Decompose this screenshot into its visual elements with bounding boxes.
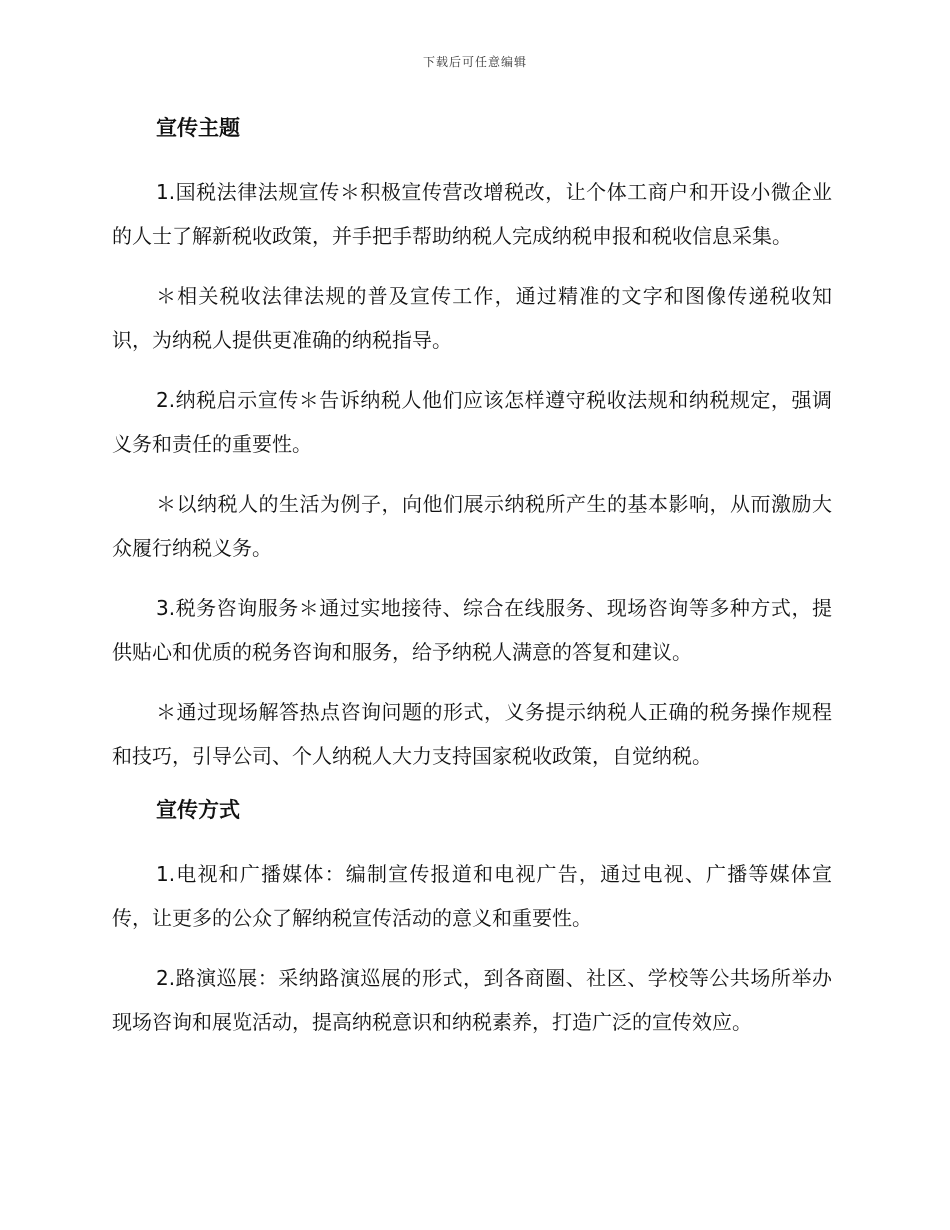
paragraph: 1.电视和广播媒体：编制宣传报道和电视广告，通过电视、广播等媒体宣传，让更多的公众了解纳税宣传活动的意义和重要性。: [112, 862, 832, 930]
document-body: [112, 112, 832, 1060]
paragraph: 2.路演巡展：采纳路演巡展的形式，到各商圈、社区、学校等公共场所举办现场咨询和展览活动，提高纳税意识和纳税素养，打造广泛的宣传效应。: [112, 966, 832, 1034]
section-methods: [112, 794, 832, 1044]
paragraph: 3.税务咨询服务＊通过实地接待、综合在线服务、现场咨询等多种方式，提供贴心和优质的税务咨询和服务，给予纳税人满意的答复和建议。: [112, 596, 832, 664]
paragraph: ＊以纳税人的生活为例子，向他们展示纳税所产生的基本影响，从而激励大众履行纳税义务。: [112, 492, 832, 560]
section-heading: 宣传方式: [156, 798, 240, 822]
section-heading: 宣传主题: [156, 116, 240, 140]
header-note: 下载后可任意编辑: [422, 55, 527, 69]
paragraph: ＊通过现场解答热点咨询问题的形式，义务提示纳税人正确的税务操作规程和技巧，引导公司、个人纳税人大力支持国家税收政策，自觉纳税。: [112, 700, 832, 768]
paragraph: ＊相关税收法律法规的普及宣传工作，通过精准的文字和图像传递税收知识，为纳税人提供更准确的纳税指导。: [112, 284, 832, 352]
paragraph: 2.纳税启示宣传＊告诉纳税人他们应该怎样遵守税收法规和纳税规定，强调义务和责任的重要性。: [112, 388, 832, 456]
paragraph: 1.国税法律法规宣传＊积极宣传营改增税改，让个体工商户和开设小微企业的人士了解新税收政策，并手把手帮助纳税人完成纳税申报和税收信息采集。: [112, 180, 832, 248]
section-themes: [112, 112, 832, 778]
